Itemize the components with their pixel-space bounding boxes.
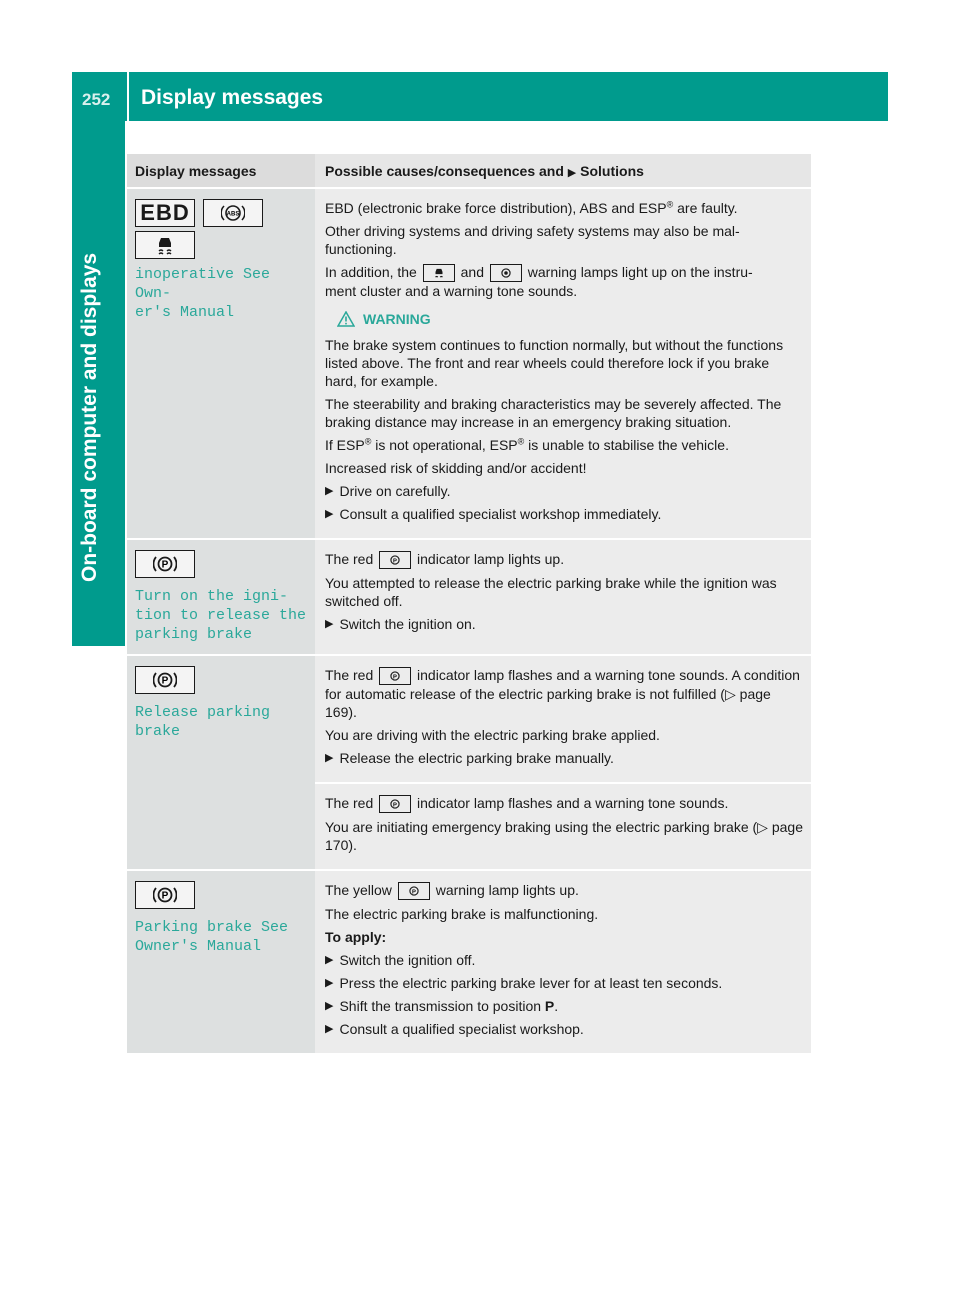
table-row <box>127 187 811 538</box>
page-title: Display messages <box>141 86 324 109</box>
step-arrow-icon: ▶ <box>325 1023 334 1035</box>
causes-cell: The red P indicator lamp lights up. You attempted to release the electric parking brake while the ignition was switched off. ▶ Switch the ignition on. <box>315 540 811 654</box>
parking-brake-icon <box>135 881 195 909</box>
display-message-cell <box>127 656 315 869</box>
list-item: ▶ Shift the transmission to position P. <box>325 998 559 1014</box>
svg-text:P: P <box>411 889 416 896</box>
step-arrow-icon: ▶ <box>325 954 334 966</box>
esp-skid-icon <box>135 231 195 259</box>
page-reference-link[interactable]: page 170). <box>325 819 803 853</box>
parking-brake-icon <box>135 550 195 578</box>
svg-text:P: P <box>393 674 398 681</box>
display-message-cell <box>127 540 315 654</box>
col-header-display-messages: Display messages <box>127 154 315 187</box>
section-sidebar-tab <box>72 591 125 646</box>
header-separator <box>127 72 129 121</box>
page-ref-arrow-icon: ▷ <box>724 686 736 702</box>
display-message-cell <box>127 189 315 538</box>
step-arrow-icon: ▶ <box>567 167 577 179</box>
page-number: 252 <box>82 90 111 109</box>
display-messages-table <box>127 154 811 1053</box>
svg-text:P: P <box>393 558 398 565</box>
list-item: ▶ Consult a qualified specialist workshop. <box>325 1021 584 1037</box>
display-message-text: Parking brake See Owner's Manual <box>135 919 289 955</box>
col-header-causes: Possible causes/consequences and ▶ Solutions <box>325 163 644 179</box>
svg-text:P: P <box>393 802 398 809</box>
abs-icon <box>203 199 263 227</box>
causes-cell: EBD (electronic brake force distribution), ABS and ESP® are faulty. Other driving systems and driving safety systems may also be mal- functioning. In addition, the and warning lamps light up on the instru- ment cluster and a warning tone sounds. WARNING The brake system continues to function normally, but without the functions listed above. The front and rear wheels could therefore lock if you brake hard, for example. The steerability and braking characteristics may be severely affected. The braking distance may increase in an emergency braking situation. If ESP® is not operational, ESP® is unable to stabilise the vehicle. Increased risk of skidding and/or accident! ▶ Drive on carefully. ▶ Consult a qualified specialist workshop immediately. <box>315 189 811 538</box>
step-arrow-icon: ▶ <box>325 1000 334 1012</box>
table-header <box>127 154 811 187</box>
list-item: ▶ Release the electric parking brake manually. <box>325 750 614 766</box>
svg-text:P: P <box>161 675 169 687</box>
page-header <box>72 72 888 121</box>
abs-icon <box>490 264 522 282</box>
step-arrow-icon: ▶ <box>325 752 334 764</box>
causes-cell: The yellow P warning lamp lights up. The electric parking brake is malfunctioning. To apply: ▶ Switch the ignition off. ▶ Press the electric parking brake lever for at least ten seconds. ▶ Shift the transmission to position P. ▶ Consult a qualified specialist workshop. <box>315 871 811 1053</box>
list-item: ▶ Drive on carefully. <box>325 483 451 499</box>
parking-brake-icon <box>379 795 411 813</box>
display-message-cell <box>127 871 315 1053</box>
list-item: ▶ Consult a qualified specialist workshop immediately. <box>325 506 662 522</box>
parking-brake-icon <box>379 551 411 569</box>
display-message-text: inoperative See Own‐ er's Manual <box>135 266 271 321</box>
table-row <box>127 654 811 869</box>
display-message-text: Release parking brake <box>135 704 271 740</box>
step-arrow-icon: ▶ <box>325 618 334 630</box>
esp-skid-icon <box>423 264 455 282</box>
step-arrow-icon: ▶ <box>325 485 334 497</box>
step-arrow-icon: ▶ <box>325 977 334 989</box>
parking-brake-icon <box>379 667 411 685</box>
list-item: ▶ Press the electric parking brake lever for at least ten seconds. <box>325 975 723 991</box>
ebd-icon: EBD <box>135 199 195 227</box>
warning-triangle-icon <box>337 311 355 327</box>
svg-text:P: P <box>161 890 169 902</box>
page-reference-link[interactable]: page 169). <box>325 686 771 720</box>
table-row <box>127 869 811 1053</box>
causes-cell <box>315 656 811 869</box>
table-row <box>127 538 811 654</box>
list-item: ▶ Switch the ignition off. <box>325 952 476 968</box>
list-item: ▶ Switch the ignition on. <box>325 616 476 632</box>
svg-text:ABS: ABS <box>226 211 240 218</box>
section-title: On-board computer and displays <box>78 252 101 582</box>
svg-text:P: P <box>161 559 169 571</box>
parking-brake-icon <box>135 666 195 694</box>
cause-block: The red P indicator lamp flashes and a warning tone sounds. You are initiating emergency braking using the electric parking brake (▷ page 170). <box>315 782 811 869</box>
cause-block: The red P indicator lamp flashes and a warning tone sounds. A condition for automatic release of the electric parking brake is not fulfilled (▷ page 169). You are driving with the electric parking brake applied. ▶ Release the electric parking brake manually. <box>315 656 811 782</box>
display-message-text: Turn on the igni‐ tion to release the parking brake <box>135 588 307 643</box>
to-apply-label: To apply: <box>325 929 387 945</box>
page-ref-arrow-icon: ▷ <box>757 819 768 835</box>
warning-heading: WARNING <box>337 310 803 328</box>
parking-brake-icon <box>398 882 430 900</box>
step-arrow-icon: ▶ <box>325 508 334 520</box>
